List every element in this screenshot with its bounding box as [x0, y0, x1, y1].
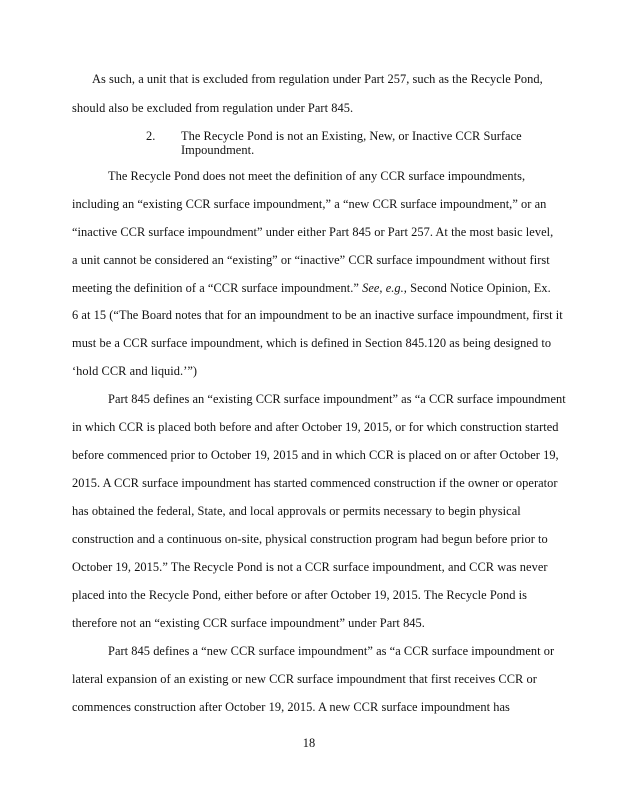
- para2-line6: 6 at 15 (“The Board notes that for an impoundment to be an inactive surface impoundment, first it: [72, 308, 563, 322]
- para4-line3: commences construction after October 19, 2015. A new CCR surface impoundment has: [72, 700, 510, 714]
- para1-line2: should also be excluded from regulation under Part 845.: [72, 101, 354, 115]
- para3-line4: 2015. A CCR surface impoundment has started commenced construction if the owner or operator: [72, 476, 558, 490]
- para4-line1: Part 845 defines a “new CCR surface impoundment” as “a CCR surface impoundment or: [108, 644, 555, 658]
- para3-line1: Part 845 defines an “existing CCR surface impoundment” as “a CCR surface impoundment: [108, 392, 566, 406]
- para2-line5-cite: Second Notice Opinion, Ex.: [410, 281, 551, 295]
- para3-line5: has obtained the federal, State, and local approvals or permits necessary to begin physical: [72, 504, 521, 518]
- para2-line8: ‘hold CCR and liquid.’”): [72, 364, 198, 378]
- para3-line8: placed into the Recycle Pond, either before or after October 19, 2015. The Recycle Pond is: [72, 588, 528, 602]
- para3-line6: construction and a continuous on-site, physical construction program had begun before prior to: [72, 532, 548, 546]
- para3-line9: therefore not an “existing CCR surface impoundment” under Part 845.: [72, 616, 425, 630]
- para3-line3: before commenced prior to October 19, 2015 and in which CCR is placed on or after October 19,: [72, 448, 559, 462]
- para2-line4: a unit cannot be considered an “existing” or “inactive” CCR surface impoundment without first: [72, 253, 550, 267]
- para2-line5: [72, 280, 551, 296]
- para3-line2: in which CCR is placed both before and after October 19, 2015, or for which construction started: [72, 420, 559, 434]
- para2-line5-see: See, e.g.,: [362, 281, 407, 295]
- para2-line1: The Recycle Pond does not meet the definition of any CCR surface impoundments,: [108, 169, 526, 183]
- para3-line7: October 19, 2015.” The Recycle Pond is not a CCR surface impoundment, and CCR was never: [72, 560, 548, 574]
- para2-line7: must be a CCR surface impoundment, which is defined in Section 845.120 as being designed to: [72, 336, 552, 350]
- heading-number: 2.: [146, 129, 156, 143]
- para2-line2: including an “existing CCR surface impoundment,” a “new CCR surface impoundment,” or an: [72, 197, 547, 211]
- para2-line5-text: meeting the definition of a “CCR surface impoundment.”: [72, 281, 359, 295]
- heading-line2: Impoundment.: [181, 143, 255, 157]
- para4-line2: lateral expansion of an existing or new CCR surface impoundment that first receives CCR or: [72, 672, 537, 686]
- para1-line1: As such, a unit that is excluded from regulation under Part 257, such as the Recycle Pond,: [92, 72, 543, 86]
- page-number: 18: [302, 736, 316, 750]
- para2-line3: “inactive CCR surface impoundment” under either Part 845 or Part 257. At the most basic level,: [72, 225, 554, 239]
- heading-line1: The Recycle Pond is not an Existing, New, or Inactive CCR Surface: [181, 129, 522, 143]
